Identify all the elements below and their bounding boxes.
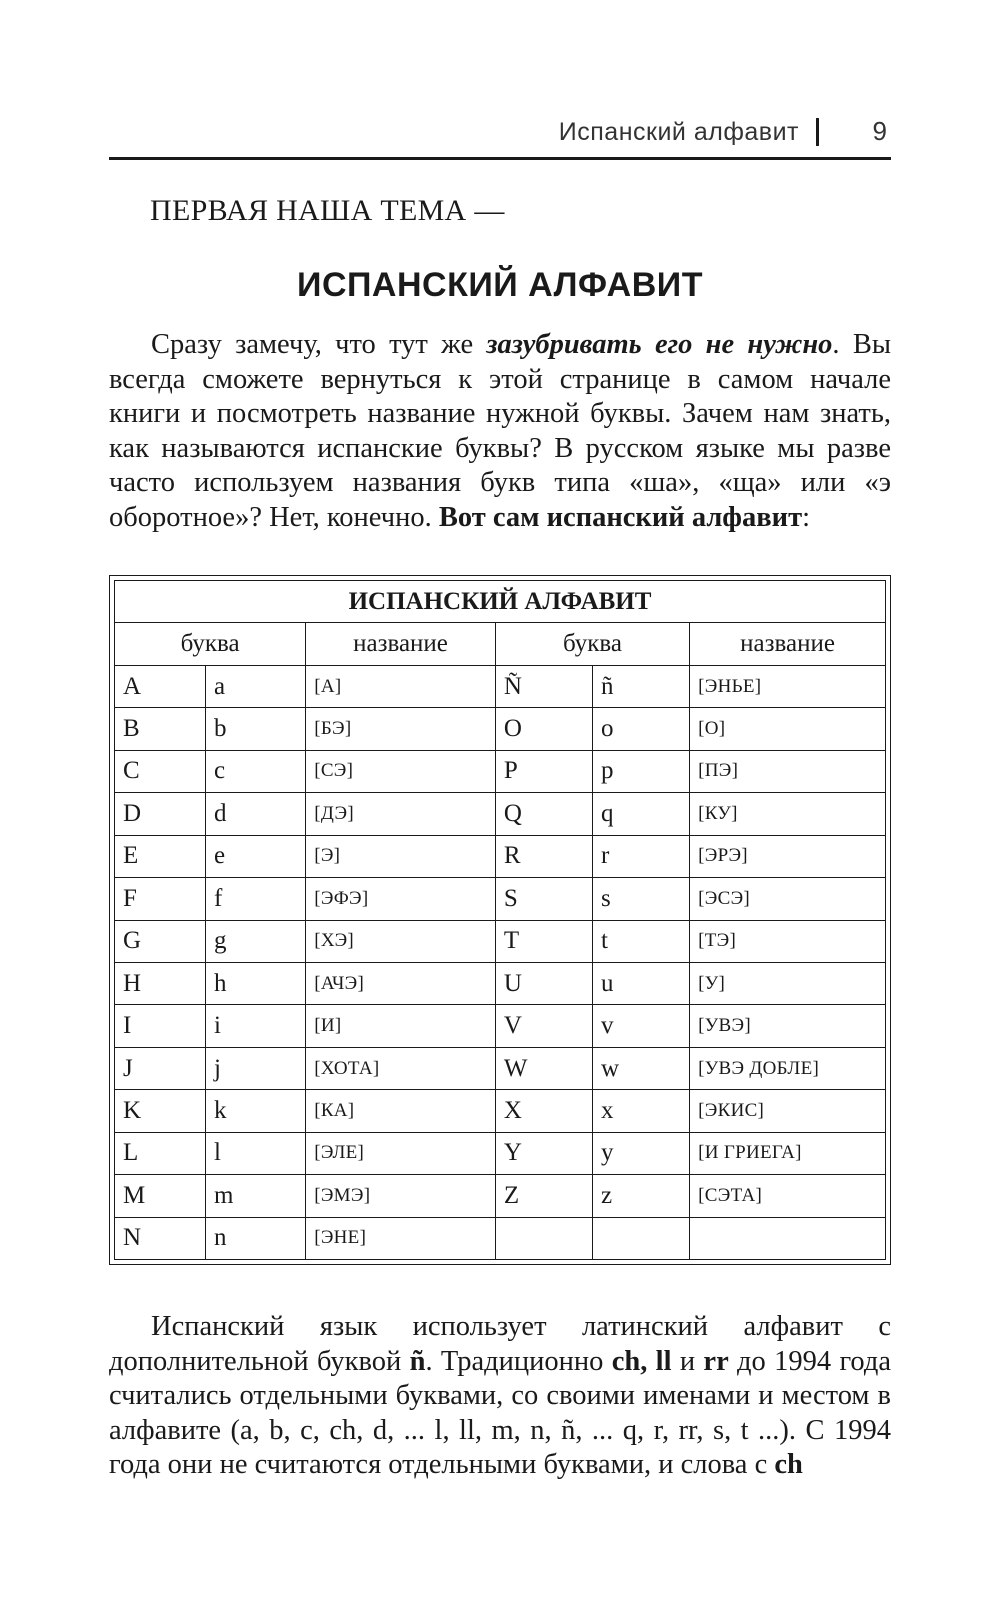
outro-text-3: и — [671, 1345, 704, 1377]
letter-name: [СЭ] — [306, 750, 496, 792]
letter-name: [УВЭ] — [690, 1005, 886, 1047]
outro-bold-4: ch — [774, 1449, 803, 1480]
table-header-row — [115, 623, 886, 665]
letter-name: [А] — [306, 665, 496, 707]
letter-name: [ПЭ] — [690, 750, 886, 792]
uppercase-letter: F — [115, 878, 206, 920]
lowercase-letter: d — [205, 793, 305, 835]
letter-name: [ЭСЭ] — [690, 878, 886, 920]
letter-name: [О] — [690, 708, 886, 750]
outro-text-1: Испанский язык использует латинский алфавит с дополнительной буквой — [109, 1311, 891, 1377]
uppercase-letter: T — [495, 920, 592, 962]
intro-text-3: : — [802, 501, 811, 533]
uppercase-letter: E — [115, 835, 206, 877]
uppercase-letter: D — [115, 793, 206, 835]
uppercase-letter: X — [495, 1090, 592, 1132]
lowercase-letter: a — [205, 665, 305, 707]
lowercase-letter: z — [592, 1175, 689, 1217]
table-row — [115, 1217, 886, 1259]
uppercase-letter: J — [115, 1047, 206, 1089]
alphabet-table-frame — [109, 575, 891, 1265]
lowercase-letter: ñ — [592, 665, 689, 707]
letter-name — [690, 1217, 886, 1259]
lowercase-letter: n — [205, 1217, 305, 1259]
intro-text-1: Сразу замечу, что тут же — [151, 329, 487, 360]
intro-emphasis: зазубривать его не нужно — [486, 329, 833, 360]
letter-name: [И] — [306, 1005, 496, 1047]
uppercase-letter: U — [495, 962, 592, 1004]
running-head — [109, 108, 891, 160]
outro-paragraph — [109, 1310, 891, 1483]
uppercase-letter: G — [115, 920, 206, 962]
table-row — [115, 1175, 886, 1217]
uppercase-letter: A — [115, 665, 206, 707]
letter-name: [БЭ] — [306, 708, 496, 750]
lowercase-letter: b — [205, 708, 305, 750]
table-row — [115, 793, 886, 835]
outro-bold-3: rr — [703, 1345, 729, 1377]
letter-name: [ЭРЭ] — [690, 835, 886, 877]
lowercase-letter: g — [205, 920, 305, 962]
outro-bold-2: ch, ll — [611, 1345, 672, 1377]
uppercase-letter: I — [115, 1005, 206, 1047]
table-row — [115, 962, 886, 1004]
lead-line: ПЕРВАЯ НАША ТЕМА — — [150, 194, 505, 227]
header-name-2: название — [690, 623, 886, 665]
letter-name: [АЧЭ] — [306, 962, 496, 1004]
uppercase-letter: Q — [495, 793, 592, 835]
lowercase-letter: h — [205, 962, 305, 1004]
outro-bold-1: ñ — [409, 1345, 426, 1377]
uppercase-letter: V — [495, 1005, 592, 1047]
letter-name: [КА] — [306, 1090, 496, 1132]
page-title: ИСПАНСКИЙ АЛФАВИТ — [297, 266, 703, 304]
table-row — [115, 1132, 886, 1174]
table-row — [115, 665, 886, 707]
uppercase-letter: Z — [495, 1175, 592, 1217]
table-row — [115, 835, 886, 877]
lowercase-letter: y — [592, 1132, 689, 1174]
lowercase-letter: w — [592, 1047, 689, 1089]
letter-name: [ТЭ] — [690, 920, 886, 962]
table-row — [115, 878, 886, 920]
lowercase-letter: o — [592, 708, 689, 750]
letter-name: [УВЭ ДОБЛЕ] — [690, 1047, 886, 1089]
uppercase-letter: H — [115, 962, 206, 1004]
intro-paragraph — [109, 328, 891, 535]
uppercase-letter: P — [495, 750, 592, 792]
uppercase-letter: S — [495, 878, 592, 920]
uppercase-letter: O — [495, 708, 592, 750]
header-letter-1: буква — [115, 623, 306, 665]
lowercase-letter: u — [592, 962, 689, 1004]
table-row — [115, 750, 886, 792]
letter-name: [У] — [690, 962, 886, 1004]
lowercase-letter: e — [205, 835, 305, 877]
uppercase-letter: B — [115, 708, 206, 750]
letter-name: [ХЭ] — [306, 920, 496, 962]
table-title-row — [115, 581, 886, 623]
letter-name: [КУ] — [690, 793, 886, 835]
lowercase-letter — [592, 1217, 689, 1259]
uppercase-letter: M — [115, 1175, 206, 1217]
lowercase-letter: l — [205, 1132, 305, 1174]
running-head-title: Испанский алфавит — [558, 118, 799, 146]
alphabet-table — [114, 580, 886, 1260]
lowercase-letter: x — [592, 1090, 689, 1132]
uppercase-letter — [495, 1217, 592, 1259]
lowercase-letter: k — [205, 1090, 305, 1132]
lowercase-letter: j — [205, 1047, 305, 1089]
letter-name: [И ГРИЕГА] — [690, 1132, 886, 1174]
table-row — [115, 1005, 886, 1047]
lowercase-letter: r — [592, 835, 689, 877]
table-row — [115, 708, 886, 750]
letter-name: [ДЭ] — [306, 793, 496, 835]
uppercase-letter: L — [115, 1132, 206, 1174]
lowercase-letter: f — [205, 878, 305, 920]
page-number: 9 — [872, 116, 887, 146]
intro-text-2: . Вы всегда сможете вернуться к этой странице в самом начале книги и посмотреть название нужной буквы. Зачем нам знать, как называются испанские буквы? В русском языке мы разве часто используем названия букв типа «ша», «ща» или «э оборотное»? Нет, конечно. — [109, 329, 891, 533]
lowercase-letter: p — [592, 750, 689, 792]
table-row — [115, 920, 886, 962]
letter-name: [ЭКИС] — [690, 1090, 886, 1132]
table-row — [115, 1090, 886, 1132]
letter-name: [ХОТА] — [306, 1047, 496, 1089]
lowercase-letter: t — [592, 920, 689, 962]
uppercase-letter: W — [495, 1047, 592, 1089]
letter-name: [СЭТА] — [690, 1175, 886, 1217]
intro-strong: Вот сам испанский алфавит — [438, 501, 803, 533]
uppercase-letter: N — [115, 1217, 206, 1259]
lowercase-letter: v — [592, 1005, 689, 1047]
lowercase-letter: s — [592, 878, 689, 920]
lowercase-letter: m — [205, 1175, 305, 1217]
outro-text-4: до 1994 года считались отдельными буквами, со своими именами и местом в алфавите (a, b, c, ch, d, ... l, ll, m, n, ñ, ... q, r, rr, s, t ...). С 1994 года они не считаются отдельными буквами, и слова с — [109, 1345, 892, 1480]
lowercase-letter: q — [592, 793, 689, 835]
header-letter-2: буква — [495, 623, 689, 665]
outro-text-2: . Традиционно — [425, 1345, 612, 1377]
uppercase-letter: R — [495, 835, 592, 877]
running-head-divider — [816, 118, 819, 146]
uppercase-letter: K — [115, 1090, 206, 1132]
table-title: ИСПАНСКИЙ АЛФАВИТ — [115, 581, 886, 623]
uppercase-letter: Y — [495, 1132, 592, 1174]
lowercase-letter: c — [205, 750, 305, 792]
lowercase-letter: i — [205, 1005, 305, 1047]
table-row — [115, 1047, 886, 1089]
uppercase-letter: C — [115, 750, 206, 792]
letter-name: [ЭНЕ] — [306, 1217, 496, 1259]
uppercase-letter: Ñ — [495, 665, 592, 707]
letter-name: [ЭЛЕ] — [306, 1132, 496, 1174]
letter-name: [Э] — [306, 835, 496, 877]
letter-name: [ЭФЭ] — [306, 878, 496, 920]
letter-name: [ЭМЭ] — [306, 1175, 496, 1217]
header-name-1: название — [306, 623, 496, 665]
letter-name: [ЭНЬЕ] — [690, 665, 886, 707]
